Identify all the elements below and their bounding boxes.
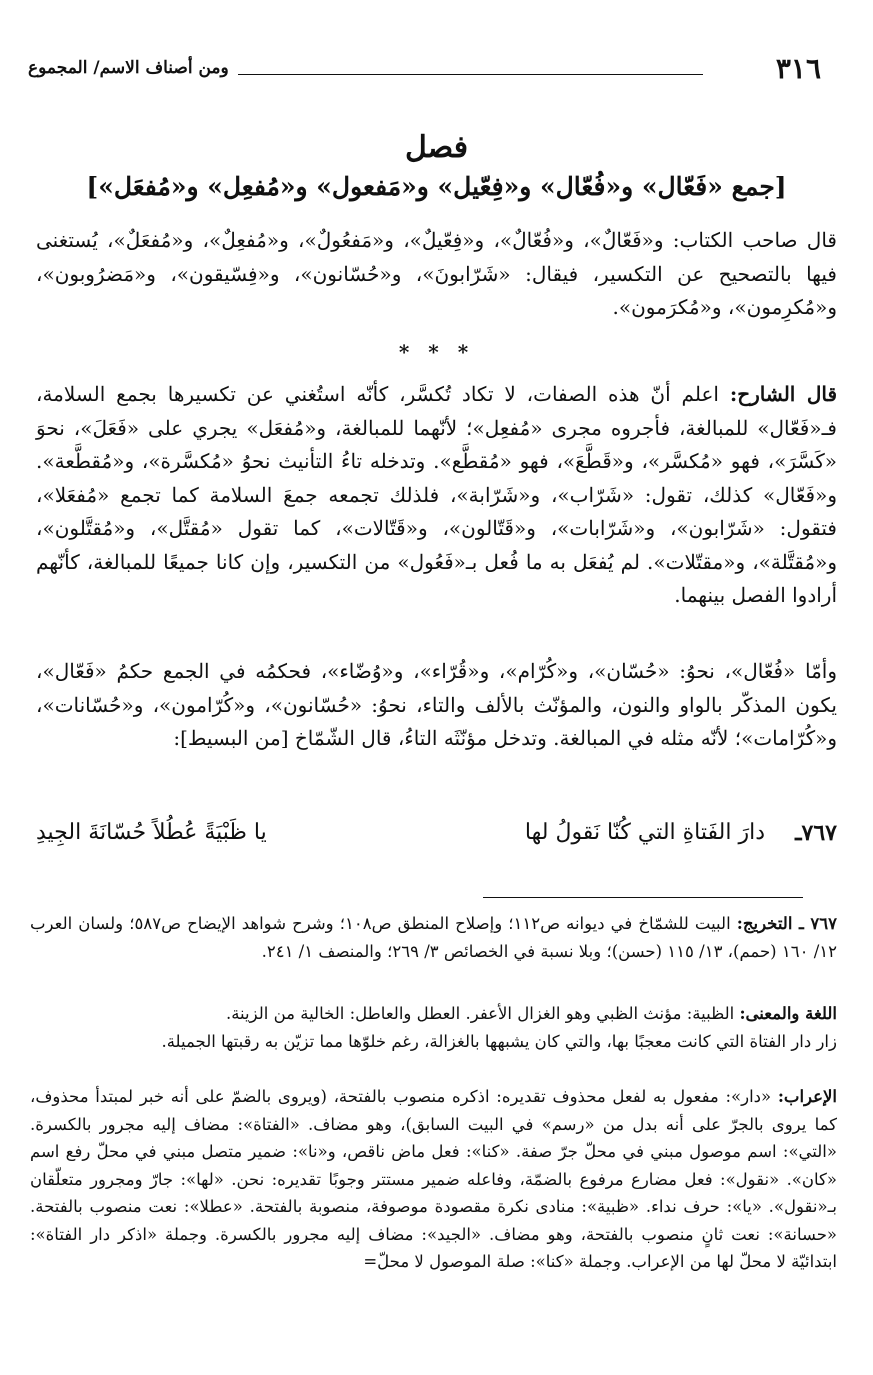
- section-title: فصل: [404, 130, 469, 165]
- commentary-text-1: اعلم أنّ هذه الصفات، لا تكاد تُكسَّر، كأنّه استُغني عن تكسيرها بجمع السلامة، فـ«فَعّال» للمبالغة، فأجروه مجرى «مُفعِل»؛ لأنّهما للمبالغة، و«مُفعَل» يجري على «فَعَلَ»، نحوَ «كَسَّرَ»، فهو «مُكسَّر»، و«قَطَّعَ»، فهو «مُقطَّع». وتدخله تاءُ التأنيث نحوُ «مُكسَّرة»، و«مُقطَّعة». و«فَعّال» كذلك، تقول: «شَرّاب»، و«شَرّابة»، فلذلك تجمعه جمعَ السلامة كما تجمع «مُفعَلا»، فتقول: «شَرّابون»، و«شَرّابات»، و«قَتّالون»، و«قَتّالات»، كما تقول «مُقتَّل»، و«مُقتَّلون»، و«مُقتَّلة»، و«مقتّلات». لم يُفعَل به ما فُعل بـ«فَعُول» من التكسير، وإن كانا جميعًا للمبالغة، كأنّهم أرادوا الفصل بينهما.: [36, 382, 837, 607]
- irab-text: «دار»: مفعول به لفعل محذوف تقديره: اذكره منصوب بالفتحة، (ويروى بالضمّ على أنه خبر لمبتدأ محذوف، كما يروى بالجرّ على أنه بدل من «رسم» في البيت السابق)، وهو مضاف. «الفتاة»: مضاف إليه مجرور بالكسرة. «التي»: اسم موصول مبني في محلّ جرّ صفة. «كنا»: فعل ماض ناقص، و«نا»: ضمير متصل مبني في محلّ رفع اسم «كان». «نقول»: فعل مضارع مرفوع بالضمّة، وفاعله ضمير مستتر وجوبًا تقديره: نحن. «لها»: جارّ ومجرور متعلّقان بـ«نقول». «يا»: حرف نداء. «ظبية»: منادى نكرة مقصودة موصوفة، منصوبة بالفتحة. «عطلا»: نعت منصوب بالفتحة. «حسانة»: نعت ثانٍ منصوب بالفتحة، وهو مضاف. «الجيد»: مضاف إليه مجرور بالكسرة. وجملة «اذكر دار الفتاة»: ابتدائيّة لا محلّ لها من الإعراب. وجملة «كنا»: صلة الموصول لا محلّ=: [30, 1087, 837, 1271]
- verse-first-hemistich: دارَ الفَتاةِ التي كُنّا نَقولُ لها: [524, 820, 765, 845]
- footnote-takhrij: [30, 910, 837, 965]
- footnote-irab: [30, 1083, 837, 1276]
- commentary-lead: قال الشارح:: [729, 382, 838, 406]
- lugha-label: اللغة والمعنى:: [739, 1004, 837, 1023]
- section-divider-stars: * * *: [398, 340, 475, 364]
- footnote-separator: [483, 897, 803, 898]
- commentary-paragraph-1: [36, 378, 837, 613]
- running-title: ومن أصناف الاسم/ المجموع: [28, 58, 229, 78]
- page-header: [28, 52, 821, 92]
- takhrij-label: ٧٦٧ ـ التخريج:: [736, 914, 837, 933]
- poetry-verse: [36, 820, 837, 860]
- chapter-title: [جمع «فَعّال» و«فُعّال» و«فِعّيل» و«مَفعول» و«مُفعِل» و«مُفعَل»]: [86, 172, 787, 201]
- irab-label: الإعراب:: [777, 1087, 837, 1106]
- header-rule: [238, 74, 703, 75]
- commentary-paragraph-2: وأمّا «فُعّال»، نحوُ: «حُسّان»، و«كُرّام»، و«قُرّاء»، و«وُضّاء»، فحكمُه في الجمع حكمُ «فَعّال»، يكون المذكّر بالواو والنون، والمؤنّث بالألف والتاء، نحوُ: «حُسّانون»، و«كُرّامون»، و«حُسّانات»، و«كُرّامات»؛ لأنّه مثله في المبالغة. وتدخل مؤنّثَه التاءُ، قال الشّمّاخ [من البسيط]:: [36, 659, 837, 750]
- verse-number: ٧٦٧ـ: [795, 820, 837, 846]
- takhrij-text: البيت للشمّاخ في ديوانه ص١١٢؛ وإصلاح المنطق ص١٠٨؛ وشرح شواهد الإيضاح ص٥٨٧؛ ولسان العرب ١٢/ ١٦٠ (حمم)، ١٣/ ١١٥ (حسن)؛ وبلا نسبة في الخصائص ٣/ ٢٦٩؛ والمنصف ١/ ٢٤١.: [30, 914, 837, 961]
- footnote-lugha: [30, 1000, 837, 1055]
- lugha-text-2: زار دار الفتاة التي كانت معجبًا بها، والتي كان يشبهها بالغزالة، رغم خلوّها مما تزيّن به رقبتها الجميلة.: [161, 1031, 837, 1051]
- verse-second-hemistich: يا ظَبْيَةً عُطُلاً حُسّانَةَ الجِيدِ: [36, 820, 267, 845]
- page-number: ٣١٦: [775, 52, 821, 85]
- lugha-text: الظبية: مؤنث الظبي وهو الغزال الأعفر. العطل والعاطل: الخالية من الزينة.: [225, 1004, 740, 1023]
- author-paragraph: قال صاحب الكتاب: و«فَعّالٌ»، و«فُعّالٌ»، و«فِعّيلٌ»، و«مَفعُولٌ»، و«مُفعِلٌ»، و«مُفعَلٌ»، يُستغنى فيها بالتصحيح عن التكسير، فيقال: «شَرّابونَ»، و«حُسّانون»، و«فِسّيقون»، و«مَضرُوبون»، و«مُكرِمون»، و«مُكرَمون».: [36, 228, 837, 319]
